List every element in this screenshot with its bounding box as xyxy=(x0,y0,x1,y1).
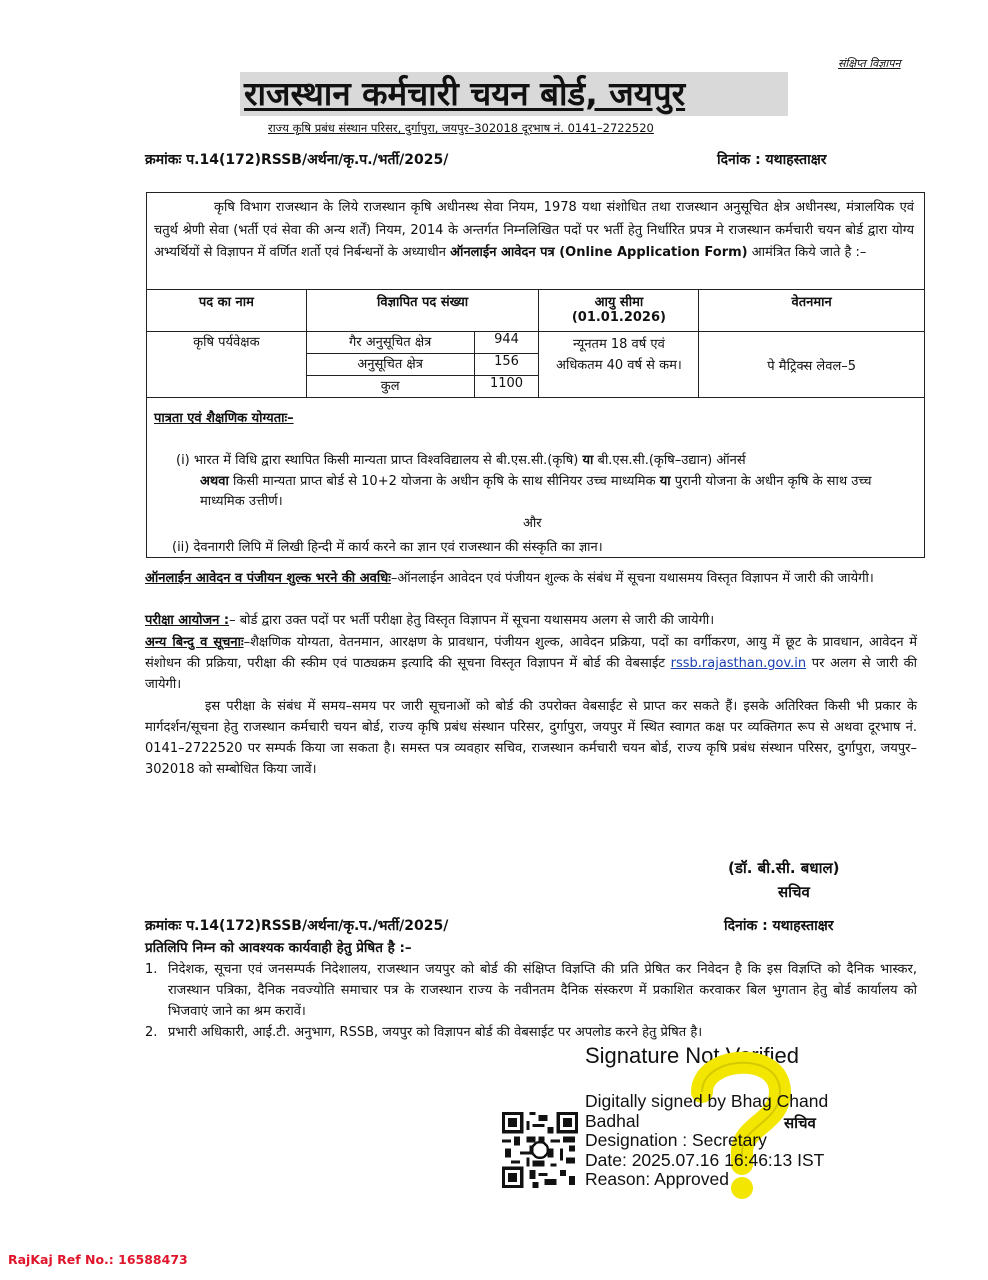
website-link[interactable]: rssb.rajasthan.gov.in xyxy=(670,656,807,671)
col-header-post: पद का नाम xyxy=(147,290,307,332)
eligibility-item-2: (ii) देवनागरी लिपि में लिखी हिन्दी में कार्य करने का ज्ञान एवं राजस्थान की संस्कृति का ज्ञान। xyxy=(172,540,603,555)
reference-date: दिनांक : यथाहस्ताक्षर xyxy=(717,152,827,168)
table-row xyxy=(147,332,925,354)
list-item: 2. प्रभारी अधिकारी, आई.टी. अनुभाग, RSSB, जयपुर को विज्ञापन बोर्ड की वेबसाईट पर अपलोड करने हेतु प्रेषित है। xyxy=(145,1025,703,1040)
eligibility-and: और xyxy=(523,516,542,531)
table-header-row xyxy=(147,290,925,332)
col-header-pay: वेतनमान xyxy=(699,290,925,332)
post-name: कृषि पर्यवेक्षक xyxy=(147,332,307,398)
contact-paragraph: इस परीक्षा के संबंध में समय–समय पर जारी सूचनाओं को बोर्ड की उपरोक्त वेबसाईट से प्राप्त कर सकते हैं। इसके अतिरिक्त किसी भी प्रकार के मार्गदर्शन/सूचना हेतु राजस्थान कर्मचारी चयन बोर्ड, राज्य कृषि प्रबंध संस्थान परिसर, दुर्गापुरा, जयपुर में स्थित स्वागत कक्ष पर व्यक्तिगत रूप से अथवा दूरभाष नं. 0141–2722520 पर सम्पर्क किया जा सकता है। समस्त पत्र व्यवहार सचिव, राजस्थान कर्मचारी चयन बोर्ड, राज्य कृषि प्रबंध संस्थान परिसर, दुर्गापुरा, जयपुर–302018 को सम्बोधित किया जावें। xyxy=(145,699,917,777)
notice-tag: संक्षिप्त विज्ञापन xyxy=(838,57,901,70)
area-count: 156 xyxy=(474,354,539,376)
intro-paragraph xyxy=(154,197,914,265)
area-label: गैर अनुसूचित क्षेत्र xyxy=(306,332,474,354)
col-header-count: विज्ञापित पद संख्या xyxy=(306,290,539,332)
other-info-paragraph: अन्य बिन्दु व सूचनाः–शैक्षणिक योग्यता, वेतनमान, आरक्षण के प्रावधान, पंजीयन शुल्क, आवेदन प्रक्रिया, पदों का वर्गीकरण, आयु में छूट के प्रावधान, आवेदन में संशोधन की प्रक्रिया, परीक्षा की स्कीम एवं पाठ्यक्रम इत्यादि की सूचना विस्तृत विज्ञापन में बोर्ड की वेबसाईट rssb.rajasthan.gov.in पर अलग से जारी की जायेगी। xyxy=(145,635,917,692)
copy-reference-number: क्रमांकः प.14(172)RSSB/अर्थना/कृ.प./भर्ती/2025/ xyxy=(145,918,449,934)
signature-status: Signature Not Verified xyxy=(585,1043,800,1068)
eligibility-item-1: (i) भारत में विधि द्वारा स्थापित किसी मान्यता प्राप्त विश्वविद्यालय से बी.एस.सी.(कृषि) या बी.एस.सी.(कृषि–उद्यान) ऑनर्स अथवा किसी मान्यता प्राप्त बोर्ड से 10+2 योजना के अधीन कृषि के साथ सीनियर उच्च माध्यमिक या पुरानी योजना के अधीन कृषि के साथ उच्च माध्यमिक उत्तीर्ण। xyxy=(176,453,872,509)
signatory-name: (डॉ. बी.सी. बधाल) xyxy=(728,859,840,877)
total-count: 1100 xyxy=(474,376,539,398)
list-item: 1. निदेशक, सूचना एवं जनसम्पर्क निदेशालय, राजस्थान जयपुर को बोर्ड की संक्षिप्त विज्ञप्ति की प्रति प्रेषित कर निवेदन है कि इस विज्ञप्ति को दैनिक भास्कर, राजस्थान पत्रिका, दैनिक नवज्योति समाचार पत्र के राजस्थान राज्य के नवीनतम दैनिक संस्करण में प्रकाशित करवाकर बिल भुगतान हेतु बोर्ड कार्यालय को भिजवाएं जाने का श्रम करावें। xyxy=(145,962,917,1019)
reference-number: क्रमांकः प.14(172)RSSB/अर्थना/कृ.प./भर्ती/2025/ xyxy=(145,152,449,168)
signatory-designation: सचिव xyxy=(778,883,810,901)
age-limit: न्यूनतम 18 वर्ष एवं अधिकतम 40 वर्ष से कम। xyxy=(539,332,699,398)
exam-paragraph: परीक्षा आयोजन :– बोर्ड द्वारा उक्त पदों पर भर्ती परीक्षा हेतु विस्तृत विज्ञापन में सूचना यथासमय अलग से जारी की जायेगी। xyxy=(145,613,715,628)
pay-scale: पे मैट्रिक्स लेवल–5 xyxy=(699,332,925,398)
signature-designation: सचिव xyxy=(784,1114,816,1132)
posts-table xyxy=(146,289,925,398)
board-title: राजस्थान कर्मचारी चयन बोर्ड, जयपुर xyxy=(240,72,788,116)
qr-code-icon[interactable] xyxy=(502,1112,578,1188)
online-application-paragraph: ऑनलाईन आवेदन व पंजीयन शुल्क भरने की अवधिः–ऑनलाईन आवेदन एवं पंजीयन शुल्क के संबंध में सूचना यथासमय विस्तृत विज्ञापन में जारी की जायेगी। xyxy=(145,571,874,586)
rajkaj-reference: RajKaj Ref No.: 16588473 xyxy=(8,1252,188,1267)
board-address: राज्य कृषि प्रबंध संस्थान परिसर, दुर्गापुरा, जयपुर–302018 दूरभाष नं. 0141–2722520 xyxy=(268,121,654,135)
intro-text: कृषि विभाग राजस्थान के लिये राजस्थान कृषि अधीनस्थ सेवा नियम, 1978 यथा संशोधित तथा राजस्थान अनुसूचित क्षेत्र अधीनस्थ, मंत्रालयिक एवं चतुर्थ श्रेणी सेवा (भर्ती एवं सेवा की अन्य शर्तें) नियम, 2014 के अन्तर्गत निम्नलिखित पदों पर भर्ती हेतु निर्धारित प्रपत्र मे राजस्थान कर्मचारी चयन बोर्ड द्वारा योग्य अभ्यर्थियों से विज्ञापन में वर्णित शर्तो एवं निर्बन्धनों के अध्याधीन xyxy=(154,200,914,260)
col-header-age: आयु सीमा (01.01.2026) xyxy=(539,290,699,332)
digital-signature-block: Digitally signed by Bhag Chand Badhal Designation : Secretary Date: 2025.07.16 16:46:13 IST Reason: Approved xyxy=(585,1091,829,1189)
area-label: अनुसूचित क्षेत्र xyxy=(306,354,474,376)
copy-reference-date: दिनांक : यथाहस्ताक्षर xyxy=(724,918,834,934)
online-form-label: ऑनलाईन आवेदन पत्र (Online Application Form) xyxy=(450,245,748,260)
intro-tail: आमंत्रित किये जाते है :– xyxy=(751,245,867,260)
area-count: 944 xyxy=(474,332,539,354)
total-label: कुल xyxy=(306,376,474,398)
copy-heading: प्रतिलिपि निम्न को आवश्यक कार्यवाही हेतु प्रेषित है :– xyxy=(145,940,412,956)
eligibility-title: पात्रता एवं शैक्षणिक योग्यताः– xyxy=(154,411,294,426)
